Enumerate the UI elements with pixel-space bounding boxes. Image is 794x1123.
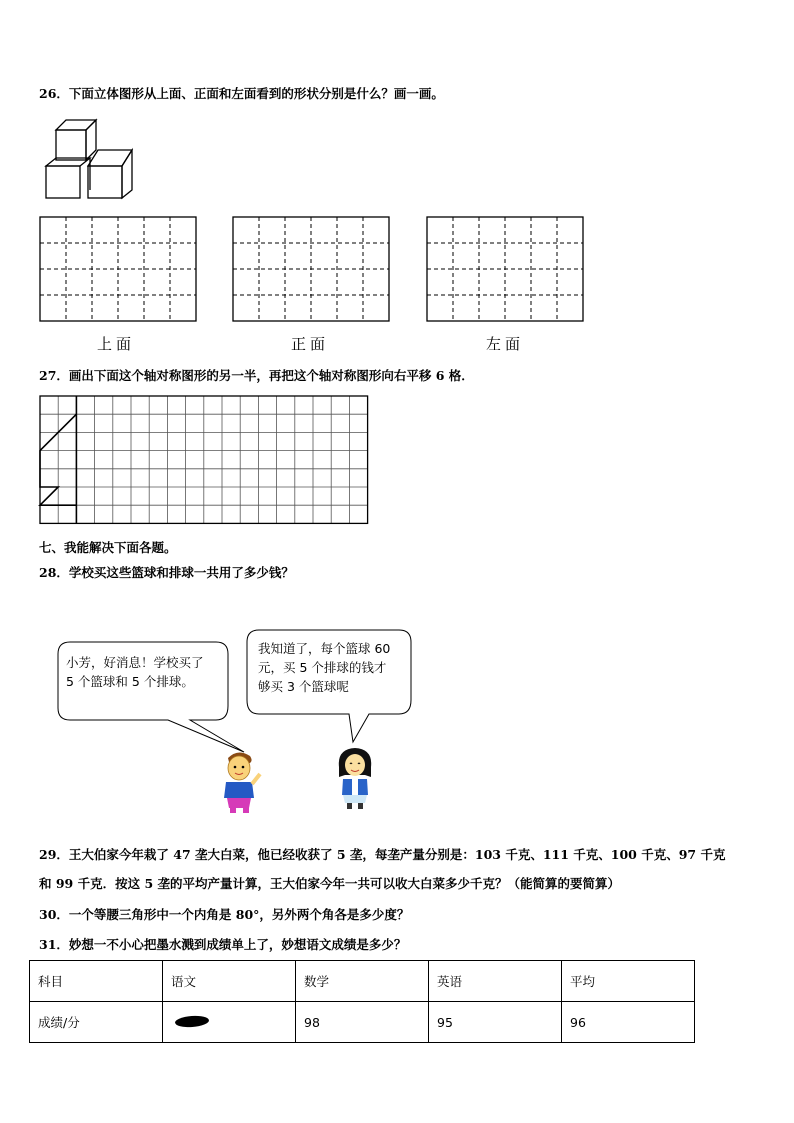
bubble-left-line-1: 小芳，好消息！学校买了 <box>66 655 204 670</box>
score-table <box>29 960 695 1043</box>
bubble-right-line-1: 我知道了，每个篮球 60 <box>258 641 391 656</box>
question-31: 31．妙想一不小心把墨水溅到成绩单上了，妙想语文成绩是多少？ <box>39 937 407 952</box>
header-average: 平均 <box>562 961 695 1002</box>
question-29-line-1: 29．王大伯家今年栽了 47 垄大白菜，他已经收获了 5 垄，每垄产量分别是：103 千克、111 千克、100 千克、97 千克 <box>39 847 726 862</box>
grid-front-view[interactable] <box>233 217 389 322</box>
label-left: 左面 <box>486 335 525 353</box>
question-30: 30．一个等腰三角形中一个内角是 80°，另外两个角各是多少度？ <box>39 907 410 922</box>
bubble-left-line-2: 5 个篮球和 5 个排球。 <box>66 674 194 689</box>
grid-left-view[interactable] <box>427 217 583 322</box>
symmetry-grid[interactable] <box>40 396 369 522</box>
girl-character-illustration <box>333 745 377 811</box>
ink-blot-icon <box>175 1014 210 1027</box>
question-28: 28．学校买这些篮球和排球一共用了多少钱？ <box>39 565 294 580</box>
average-score: 96 <box>562 1002 695 1043</box>
cube-stack-figure <box>44 118 134 202</box>
header-subject: 科目 <box>30 961 163 1002</box>
header-english: 英语 <box>429 961 562 1002</box>
bubble-right-line-2: 元，买 5 个排球的钱才 <box>258 660 387 675</box>
table-header-row <box>30 961 695 1002</box>
question-26: 26．下面立体图形从上面、正面和左面看到的形状分别是什么？画一画。 <box>39 86 444 101</box>
bubble-right-line-3: 够买 3 个篮球呢 <box>258 679 349 694</box>
math-score: 98 <box>296 1002 429 1043</box>
question-27: 27．画出下面这个轴对称图形的另一半，再把这个轴对称图形向右平移 6 格． <box>39 368 474 383</box>
label-top: 上面 <box>97 335 136 353</box>
table-row <box>30 1002 695 1043</box>
question-29-line-2: 和 99 千克．按这 5 垄的平均产量计算，王大伯家今年一共可以收大白菜多少千克？（能简算的要简算） <box>39 876 621 891</box>
grid-top-view[interactable] <box>40 217 196 322</box>
boy-character-illustration <box>218 748 264 814</box>
section-7-heading: 七、我能解决下面各题。 <box>39 540 177 555</box>
row-label: 成绩/分 <box>30 1002 163 1043</box>
header-chinese: 语文 <box>163 961 296 1002</box>
label-front: 正面 <box>291 335 330 353</box>
english-score: 95 <box>429 1002 562 1043</box>
chinese-score-ink-blot <box>163 1002 296 1043</box>
header-math: 数学 <box>296 961 429 1002</box>
